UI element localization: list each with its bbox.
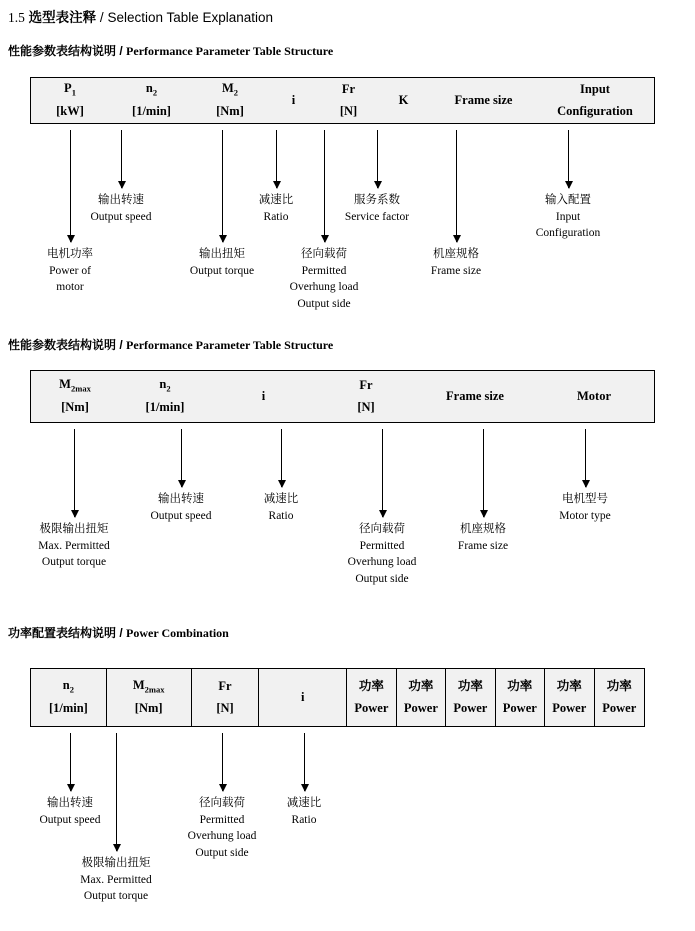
table-3-col-power-4 (496, 669, 545, 726)
section-1-table (30, 77, 655, 124)
table-3-col-power-3 (446, 669, 495, 726)
page-title-en: Selection Table Explanation (107, 10, 274, 25)
cell-unit: Power (602, 700, 637, 715)
cell-label: Frame size (446, 388, 504, 403)
arrow-to-output-speed (121, 130, 122, 188)
caption-line: Ratio (291, 813, 317, 826)
cell-label: i (291, 92, 296, 107)
page-title-cn: 选型表注释 (28, 10, 97, 25)
caption-line: 径向载荷 (301, 248, 347, 260)
cell-unit: [Nm] (134, 700, 163, 715)
cell-unit: [N] (216, 700, 234, 715)
cell-unit: [1/min] (132, 103, 171, 118)
page-title-number: 1.5 (8, 10, 25, 25)
caption-line: Power of (49, 264, 91, 277)
cell-unit: [1/min] (48, 700, 88, 715)
cell-label: P (64, 81, 72, 96)
cell-unit: Power (552, 700, 587, 715)
cell-unit: Configuration (557, 103, 633, 118)
section-3-heading-en: Power Combination (126, 626, 229, 640)
table-1-col-input-configuration (536, 78, 654, 123)
arrow-to-permitted-overhung-load-2 (382, 429, 383, 517)
table-2-col-frame-size (416, 371, 534, 422)
arrow-to-frame-size (456, 130, 457, 242)
arrow-to-output-speed-2 (181, 429, 182, 487)
cell-unit: [N] (357, 399, 375, 414)
caption-motor-type (525, 491, 645, 524)
caption-line: 机座规格 (460, 523, 506, 535)
section-2-heading-en: Performance Parameter Table Structure (126, 338, 334, 352)
table-2-col-n2 (119, 371, 211, 422)
section-1-heading-sep: / (119, 44, 123, 58)
table-1-col-k (376, 78, 431, 123)
table-2-col-fr (316, 371, 416, 422)
cell-unit: [Nm] (216, 103, 244, 118)
table-2-col-m2max (31, 371, 119, 422)
cell-unit: Power (453, 700, 488, 715)
cell-unit: [Nm] (61, 399, 89, 414)
table-1-col-frame-size (431, 78, 536, 123)
caption-line: Output speed (90, 210, 152, 223)
table-3-col-power-5 (545, 669, 594, 726)
caption-output-speed-3 (10, 795, 130, 828)
caption-line: 服务系数 (354, 194, 400, 206)
section-2-heading-cn: 性能参数表结构说明 (8, 338, 117, 352)
caption-line: 径向载荷 (199, 797, 245, 809)
caption-line: Output torque (41, 556, 107, 569)
cell-unit: Power (403, 700, 438, 715)
caption-line: Overhung load (289, 281, 359, 294)
cell-label: n (145, 81, 153, 96)
cell-label: Fr (341, 81, 356, 96)
caption-line: 输出扭矩 (199, 248, 245, 260)
cell-label: 功率 (408, 678, 434, 693)
arrow-to-max-permitted-output-torque (74, 429, 75, 517)
caption-line: Motor type (559, 509, 611, 522)
arrow-to-ratio-3 (304, 733, 305, 791)
caption-line: 径向载荷 (359, 523, 405, 535)
cell-label: 功率 (358, 678, 384, 693)
caption-line: Permitted (301, 264, 347, 277)
caption-permitted-overhung-load (264, 246, 384, 313)
table-3-col-fr (192, 669, 260, 726)
caption-line: 极限输出扭矩 (39, 523, 109, 535)
caption-line: Output side (355, 573, 409, 586)
section-2-heading-sep: / (119, 338, 123, 352)
arrow-to-permitted-overhung-load-3 (222, 733, 223, 791)
caption-frame-size-2 (423, 521, 543, 554)
cell-label: Frame size (454, 92, 513, 107)
caption-frame-size (396, 246, 516, 279)
caption-line: Max. Permitted (38, 539, 110, 552)
cell-label: 功率 (556, 678, 582, 693)
caption-line: 输出转速 (47, 797, 93, 809)
caption-line: Permitted (199, 813, 245, 826)
caption-service-factor (317, 192, 437, 225)
caption-line: 输出转速 (98, 194, 144, 206)
caption-line: Output side (195, 847, 249, 860)
caption-line: Frame size (457, 539, 509, 552)
caption-power-of-motor (10, 246, 130, 296)
cell-label: M (221, 81, 234, 96)
section-1-heading-en: Performance Parameter Table Structure (126, 44, 334, 58)
caption-line: 极限输出扭矩 (81, 857, 151, 869)
caption-line: motor (56, 281, 84, 294)
table-3-col-n2 (31, 669, 107, 726)
section-1-heading-cn: 性能参数表结构说明 (8, 44, 117, 58)
table-3-col-power-2 (397, 669, 446, 726)
table-3-col-i (259, 669, 347, 726)
caption-line: Output torque (189, 264, 255, 277)
cell-label: 功率 (507, 678, 533, 693)
caption-line: Ratio (263, 210, 289, 223)
arrow-to-output-speed-3 (70, 733, 71, 791)
cell-subscript: 2 (233, 87, 239, 98)
caption-line: Overhung load (187, 830, 257, 843)
arrow-to-motor-type (585, 429, 586, 487)
cell-unit: [N] (339, 103, 358, 118)
page-title (8, 6, 273, 26)
section-2-heading (8, 336, 333, 353)
arrow-to-input-configuration (568, 130, 569, 188)
cell-label: n (159, 377, 167, 392)
cell-unit: [1/min] (145, 399, 185, 414)
caption-line: 减速比 (258, 194, 294, 206)
caption-line: 输入配置 (545, 194, 591, 206)
cell-unit: Power (354, 700, 389, 715)
section-3-table (30, 668, 645, 727)
arrow-to-service-factor (377, 130, 378, 188)
arrow-to-max-permitted-output-torque-3 (116, 733, 117, 851)
cell-subscript: 2 (152, 87, 158, 98)
caption-line: Permitted (359, 539, 405, 552)
cell-unit: [kW] (56, 103, 84, 118)
cell-label: Input (580, 81, 610, 96)
cell-unit: Power (502, 700, 537, 715)
cell-label: Fr (218, 678, 232, 693)
cell-label: K (398, 92, 409, 107)
table-1-col-n2 (109, 78, 194, 123)
section-1-heading (8, 42, 333, 59)
section-3-heading-cn: 功率配置表结构说明 (8, 626, 117, 640)
table-3-col-power-1 (347, 669, 396, 726)
section-3-heading (8, 624, 229, 641)
cell-subscript: 2max (70, 383, 91, 394)
cell-label: M (59, 377, 71, 392)
caption-line: Service factor (344, 210, 410, 223)
cell-subscript: 2max (144, 684, 165, 695)
cell-subscript: 2 (166, 383, 171, 394)
table-3-col-power-6 (595, 669, 644, 726)
caption-max-permitted-output-torque (14, 521, 134, 571)
page-title-separator: / (99, 10, 104, 25)
caption-line: 减速比 (286, 797, 322, 809)
caption-line: 减速比 (263, 493, 299, 505)
caption-line: 电机功率 (47, 248, 93, 260)
cell-label: Fr (359, 377, 373, 392)
caption-line: 电机型号 (562, 493, 608, 505)
caption-line: Output speed (150, 509, 212, 522)
table-2-col-motor (534, 371, 654, 422)
cell-label: M (132, 678, 145, 693)
table-3-col-m2max (107, 669, 192, 726)
caption-ratio-3 (244, 795, 364, 828)
caption-line: Ratio (268, 509, 294, 522)
cell-label: 功率 (606, 678, 632, 693)
caption-line: Configuration (535, 227, 601, 240)
arrow-to-ratio (276, 130, 277, 188)
caption-line: Input (555, 210, 581, 223)
table-1-col-m2 (194, 78, 266, 123)
arrow-to-frame-size-2 (483, 429, 484, 517)
section-2-table (30, 370, 655, 423)
cell-label: n (62, 678, 70, 693)
cell-label: Motor (576, 388, 611, 403)
arrow-to-ratio-2 (281, 429, 282, 487)
table-1-col-fr (321, 78, 376, 123)
caption-line: 机座规格 (433, 248, 479, 260)
table-1-col-p1 (31, 78, 109, 123)
section-3-heading-sep: / (119, 626, 123, 640)
cell-label: 功率 (457, 678, 483, 693)
caption-input-configuration (508, 192, 628, 242)
caption-max-permitted-output-torque-3 (56, 855, 176, 905)
caption-line: Overhung load (347, 556, 417, 569)
table-1-col-i (266, 78, 321, 123)
cell-label: i (261, 388, 266, 403)
caption-line: Output torque (83, 890, 149, 903)
caption-line: 输出转速 (158, 493, 204, 505)
caption-ratio-2 (221, 491, 341, 524)
caption-line: Output speed (39, 813, 101, 826)
cell-label: i (301, 689, 305, 704)
caption-line: Frame size (430, 264, 482, 277)
caption-line: Max. Permitted (80, 873, 152, 886)
caption-output-speed (61, 192, 181, 225)
table-2-col-i (211, 371, 316, 422)
caption-line: Output side (297, 298, 351, 311)
cell-subscript: 2 (69, 684, 74, 695)
cell-subscript: 1 (71, 87, 76, 98)
